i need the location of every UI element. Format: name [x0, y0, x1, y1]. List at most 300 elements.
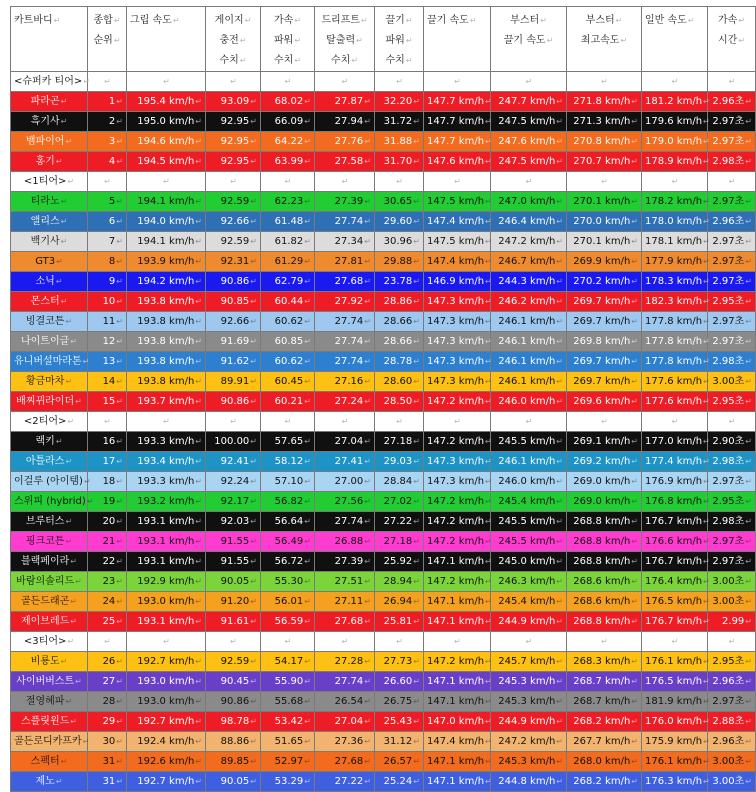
paragraph-mark-icon: ↵ — [556, 317, 563, 326]
cell-text: 247.2 km/h — [498, 736, 556, 747]
cell-drag-speed — [424, 732, 491, 752]
paragraph-mark-icon: ↵ — [703, 697, 710, 706]
cell-boost-max — [567, 532, 642, 552]
paragraph-mark-icon: ↵ — [485, 577, 492, 586]
cell-boost-drag — [491, 292, 567, 312]
paragraph-mark-icon: ↵ — [116, 737, 123, 746]
empty-cell — [261, 412, 315, 432]
cell-name — [11, 572, 88, 592]
paragraph-mark-icon: ↵ — [745, 117, 752, 126]
cell-drift — [315, 712, 375, 732]
cell-text: 270.8 km/h — [573, 136, 631, 147]
cell-normal — [642, 732, 708, 752]
cell-normal — [642, 112, 708, 132]
cell-accel — [261, 392, 315, 412]
paragraph-mark-icon: ↵ — [745, 657, 752, 666]
paragraph-mark-icon: ↵ — [104, 417, 111, 426]
cell-drag — [375, 192, 424, 212]
table-row — [11, 452, 756, 472]
cell-text: 27.51 — [334, 576, 364, 587]
table-row — [11, 692, 756, 712]
paragraph-mark-icon: ↵ — [631, 497, 638, 506]
cell-text: 92.59 — [220, 236, 250, 247]
cell-boost-max — [567, 772, 642, 792]
paragraph-mark-icon: ↵ — [304, 377, 311, 386]
cell-time — [708, 152, 756, 172]
table-body — [11, 72, 756, 792]
table-row — [11, 152, 756, 172]
cell-time — [708, 712, 756, 732]
cell-text: 192.7 km/h — [137, 716, 195, 727]
cell-boost-drag — [491, 472, 567, 492]
paragraph-mark-icon: ↵ — [631, 657, 638, 666]
cell-text: 비룡도 — [30, 656, 60, 667]
paragraph-mark-icon: ↵ — [525, 417, 533, 426]
paragraph-mark-icon: ↵ — [413, 597, 420, 606]
cell-text: 62.79 — [274, 276, 304, 287]
table-row — [11, 572, 756, 592]
cell-text: 92.66 — [220, 216, 250, 227]
paragraph-mark-icon: ↵ — [413, 757, 420, 766]
paragraph-mark-icon: ↵ — [304, 217, 311, 226]
cell-drag — [375, 312, 424, 332]
paragraph-mark-icon: ↵ — [116, 437, 123, 446]
cell-boost-drag — [491, 672, 567, 692]
paragraph-mark-icon: ↵ — [304, 197, 311, 206]
empty-cell — [491, 172, 567, 192]
cell-text: 246.4 km/h — [498, 216, 556, 227]
cell-text: 176.7 km/h — [645, 616, 703, 627]
cell-text: 3 — [108, 136, 116, 147]
empty-cell — [424, 72, 491, 92]
cell-drag — [375, 352, 424, 372]
cell-text: 2.97초 — [712, 476, 745, 487]
cell-text: 27.24 — [334, 396, 364, 407]
cell-text: 147.5 km/h — [427, 236, 485, 247]
cell-accel — [261, 112, 315, 132]
empty-cell — [567, 632, 642, 652]
paragraph-mark-icon: ↵ — [304, 657, 311, 666]
cell-text: 98.78 — [220, 716, 250, 727]
paragraph-mark-icon: ↵ — [556, 617, 563, 626]
cell-text: 54.17 — [274, 656, 304, 667]
cell-accel — [261, 352, 315, 372]
cell-name — [11, 692, 88, 712]
paragraph-mark-icon: ↵ — [116, 457, 123, 466]
paragraph-mark-icon: ↵ — [304, 497, 311, 506]
paragraph-mark-icon: ↵ — [60, 97, 68, 106]
empty-cell — [206, 72, 261, 92]
cell-text: 브루터스 — [25, 516, 65, 527]
cell-text: 51.65 — [274, 736, 304, 747]
paragraph-mark-icon: ↵ — [631, 317, 638, 326]
cell-text: 20 — [102, 516, 116, 527]
cell-grip — [127, 712, 206, 732]
cell-boost-drag — [491, 312, 567, 332]
cell-text: 193.8 km/h — [137, 376, 195, 387]
cell-rank — [88, 132, 127, 152]
paragraph-mark-icon: ↵ — [745, 697, 752, 706]
cell-text: 27.22 — [383, 516, 413, 527]
cell-drag — [375, 132, 424, 152]
cell-drag — [375, 152, 424, 172]
cell-drift — [315, 92, 375, 112]
paragraph-mark-icon: ↵ — [703, 197, 710, 206]
cell-text: 61.29 — [274, 256, 304, 267]
paragraph-mark-icon: ↵ — [195, 317, 202, 326]
paragraph-mark-icon: ↵ — [687, 16, 695, 25]
paragraph-mark-icon: ↵ — [745, 337, 752, 346]
cell-text: 90.45 — [220, 676, 250, 687]
cell-grip — [127, 272, 206, 292]
cell-text: 2.97초 — [712, 336, 745, 347]
paragraph-mark-icon: ↵ — [485, 717, 492, 726]
cell-drag — [375, 732, 424, 752]
cell-drag-speed — [424, 372, 491, 392]
paragraph-mark-icon: ↵ — [116, 757, 123, 766]
cell-text: 182.3 km/h — [645, 296, 703, 307]
cell-text: 68.02 — [274, 96, 304, 107]
cell-time — [708, 212, 756, 232]
cell-drift — [315, 312, 375, 332]
paragraph-mark-icon: ↵ — [250, 577, 257, 586]
cell-text: 245.4 km/h — [498, 596, 556, 607]
table-row — [11, 672, 756, 692]
cell-gauge — [206, 772, 261, 792]
cell-rank — [88, 552, 127, 572]
cell-drift — [315, 512, 375, 532]
paragraph-mark-icon: ↵ — [556, 197, 563, 206]
paragraph-mark-icon: ↵ — [195, 277, 202, 286]
cell-gauge — [206, 552, 261, 572]
cell-drift — [315, 112, 375, 132]
cell-text: 5 — [108, 196, 116, 207]
cell-rank — [88, 652, 127, 672]
paragraph-mark-icon: ↵ — [485, 157, 492, 166]
cell-drag — [375, 232, 424, 252]
paragraph-mark-icon: ↵ — [485, 337, 492, 346]
cell-text: 60.62 — [274, 316, 304, 327]
cell-rank — [88, 512, 127, 532]
cell-drift — [315, 212, 375, 232]
paragraph-mark-icon: ↵ — [364, 517, 371, 526]
cell-gauge — [206, 332, 261, 352]
table-row — [11, 272, 756, 292]
cell-text: 147.1 km/h — [427, 776, 485, 787]
cell-rank — [88, 212, 127, 232]
cell-accel — [261, 272, 315, 292]
paragraph-mark-icon: ↵ — [116, 677, 123, 686]
column-header-line: 그립 속도↵ — [130, 15, 180, 26]
cell-text: 92.95 — [220, 116, 250, 127]
cell-drift — [315, 452, 375, 472]
paragraph-mark-icon: ↵ — [745, 277, 752, 286]
paragraph-mark-icon: ↵ — [454, 417, 461, 426]
cell-text: 146.9 km/h — [427, 276, 485, 287]
cell-text: 181.2 km/h — [645, 96, 703, 107]
paragraph-mark-icon: ↵ — [745, 777, 752, 786]
cell-boost-max — [567, 572, 642, 592]
paragraph-mark-icon: ↵ — [556, 277, 563, 286]
cell-boost-drag — [491, 152, 567, 172]
paragraph-mark-icon: ↵ — [195, 197, 202, 206]
cell-text: 245.5 km/h — [498, 536, 556, 547]
cell-text: 176.4 km/h — [645, 576, 703, 587]
cell-text: 147.7 km/h — [427, 96, 485, 107]
paragraph-mark-icon: ↵ — [556, 117, 563, 126]
cell-text: 192.7 km/h — [137, 776, 195, 787]
paragraph-mark-icon: ↵ — [341, 77, 349, 86]
paragraph-mark-icon: ↵ — [172, 16, 180, 25]
paragraph-mark-icon: ↵ — [250, 657, 257, 666]
cell-text: 193.2 km/h — [137, 496, 195, 507]
paragraph-mark-icon: ↵ — [195, 757, 202, 766]
cell-rank — [88, 292, 127, 312]
paragraph-mark-icon: ↵ — [116, 697, 123, 706]
cell-accel — [261, 492, 315, 512]
cell-text: 56.82 — [274, 496, 304, 507]
paragraph-mark-icon: ↵ — [454, 637, 461, 646]
paragraph-mark-icon: ↵ — [745, 457, 752, 466]
cell-boost-max — [567, 552, 642, 572]
paragraph-mark-icon: ↵ — [364, 197, 371, 206]
paragraph-mark-icon: ↵ — [195, 777, 202, 786]
cell-text: 147.2 km/h — [427, 516, 485, 527]
cell-text: 92.95 — [220, 156, 250, 167]
cell-drift — [315, 532, 375, 552]
paragraph-mark-icon: ↵ — [364, 557, 371, 566]
cell-text: 26.54 — [334, 696, 364, 707]
paragraph-mark-icon: ↵ — [556, 477, 563, 486]
cell-gauge — [206, 692, 261, 712]
cell-grip — [127, 152, 206, 172]
cell-text: 31 — [102, 776, 116, 787]
cell-name — [11, 212, 88, 232]
cell-text: GT3 — [35, 256, 56, 267]
paragraph-mark-icon: ↵ — [546, 36, 554, 45]
cell-normal — [642, 272, 708, 292]
cell-grip — [127, 392, 206, 412]
cell-boost-max — [567, 732, 642, 752]
paragraph-mark-icon: ↵ — [413, 657, 420, 666]
paragraph-mark-icon: ↵ — [485, 97, 492, 106]
cell-text: 147.5 km/h — [427, 196, 485, 207]
cell-rank — [88, 432, 127, 452]
cell-text: 176.1 km/h — [645, 756, 703, 767]
paragraph-mark-icon: ↵ — [631, 557, 638, 566]
cell-accel — [261, 512, 315, 532]
paragraph-mark-icon: ↵ — [351, 56, 359, 65]
cell-drag-speed — [424, 92, 491, 112]
cell-accel — [261, 192, 315, 212]
paragraph-mark-icon: ↵ — [195, 717, 202, 726]
cell-text: 178.1 km/h — [645, 236, 703, 247]
column-header-line: 부스터↵ — [510, 15, 547, 26]
cell-drag — [375, 392, 424, 412]
cell-text: 63.99 — [274, 156, 304, 167]
paragraph-mark-icon: ↵ — [631, 677, 638, 686]
cell-name — [11, 532, 88, 552]
cell-normal — [642, 452, 708, 472]
cell-text: 91.61 — [220, 616, 250, 627]
cell-accel — [261, 572, 315, 592]
cell-grip — [127, 372, 206, 392]
paragraph-mark-icon: ↵ — [745, 357, 752, 366]
cell-time — [708, 292, 756, 312]
cell-text: 246.0 km/h — [498, 476, 556, 487]
paragraph-mark-icon: ↵ — [163, 417, 170, 426]
cell-text: 147.7 km/h — [427, 116, 485, 127]
cell-gauge — [206, 152, 261, 172]
paragraph-mark-icon: ↵ — [745, 397, 752, 406]
paragraph-mark-icon: ↵ — [703, 737, 710, 746]
cell-text: 244.3 km/h — [498, 276, 556, 287]
paragraph-mark-icon: ↵ — [364, 537, 371, 546]
paragraph-mark-icon: ↵ — [304, 737, 311, 746]
paragraph-mark-icon: ↵ — [556, 397, 563, 406]
cell-text: 61.82 — [274, 236, 304, 247]
cell-text: 92.17 — [220, 496, 250, 507]
cell-time — [708, 392, 756, 412]
cell-text: 270.0 km/h — [573, 216, 631, 227]
paragraph-mark-icon: ↵ — [250, 737, 257, 746]
paragraph-mark-icon: ↵ — [413, 437, 420, 446]
cell-text: 92.41 — [220, 456, 250, 467]
cell-text: 26 — [102, 656, 116, 667]
cell-name — [11, 652, 88, 672]
cell-rank — [88, 312, 127, 332]
cell-text: 89.91 — [220, 376, 250, 387]
cell-normal — [642, 492, 708, 512]
paragraph-mark-icon: ↵ — [631, 737, 638, 746]
cell-text: 27.39 — [334, 196, 364, 207]
paragraph-mark-icon: ↵ — [413, 317, 420, 326]
paragraph-mark-icon: ↵ — [601, 637, 608, 646]
cell-text: 53.29 — [274, 776, 304, 787]
cell-grip — [127, 112, 206, 132]
cell-grip — [127, 332, 206, 352]
cell-boost-max — [567, 492, 642, 512]
paragraph-mark-icon: ↵ — [703, 597, 710, 606]
cell-text: 246.1 km/h — [498, 336, 556, 347]
empty-cell — [127, 412, 206, 432]
cell-grip — [127, 472, 206, 492]
cell-rank — [88, 772, 127, 792]
paragraph-mark-icon: ↵ — [525, 637, 533, 646]
paragraph-mark-icon: ↵ — [116, 777, 123, 786]
paragraph-mark-icon: ↵ — [703, 717, 710, 726]
tier-label: <2티어>↵ — [11, 412, 88, 432]
paragraph-mark-icon: ↵ — [364, 777, 371, 786]
cell-text: 8 — [108, 256, 116, 267]
cell-text: 2.95초 — [712, 656, 745, 667]
cell-text: 3.00초 — [712, 576, 745, 587]
paragraph-mark-icon: ↵ — [413, 197, 420, 206]
cell-boost-max — [567, 472, 642, 492]
paragraph-mark-icon: ↵ — [195, 557, 202, 566]
paragraph-mark-icon: ↵ — [745, 97, 752, 106]
cell-text: 176.6 km/h — [645, 536, 703, 547]
cell-drag — [375, 592, 424, 612]
cell-time — [708, 192, 756, 212]
paragraph-mark-icon: ↵ — [53, 16, 61, 25]
table-row — [11, 212, 756, 232]
cell-drift — [315, 492, 375, 512]
cell-boost-max — [567, 192, 642, 212]
paragraph-mark-icon: ↵ — [631, 577, 638, 586]
paragraph-mark-icon: ↵ — [55, 157, 63, 166]
cell-name — [11, 552, 88, 572]
cell-text: 244.8 km/h — [498, 776, 556, 787]
cell-text: 176.0 km/h — [645, 716, 703, 727]
paragraph-mark-icon: ↵ — [556, 357, 563, 366]
cell-text: 60.44 — [274, 296, 304, 307]
cell-time — [708, 612, 756, 632]
cell-gauge — [206, 232, 261, 252]
cell-text: 아틀라스 — [25, 456, 65, 467]
cell-drag — [375, 532, 424, 552]
paragraph-mark-icon: ↵ — [304, 437, 311, 446]
column-header-line: 부스터↵ — [585, 15, 623, 26]
cell-text: 13 — [102, 356, 116, 367]
column-header — [491, 7, 567, 72]
column-header-line: 수치↵ — [219, 55, 247, 66]
paragraph-mark-icon: ↵ — [738, 36, 746, 45]
table-row — [11, 392, 756, 412]
paragraph-mark-icon: ↵ — [364, 357, 371, 366]
cell-text: 147.7 km/h — [427, 136, 485, 147]
paragraph-mark-icon: ↵ — [485, 197, 492, 206]
cell-text: 268.8 km/h — [573, 556, 631, 567]
paragraph-mark-icon: ↵ — [631, 437, 638, 446]
cell-rank — [88, 712, 127, 732]
paragraph-mark-icon: ↵ — [703, 137, 710, 146]
cell-text: 52.97 — [274, 756, 304, 767]
cell-text: 245.5 km/h — [498, 516, 556, 527]
cell-drag — [375, 492, 424, 512]
cell-rank — [88, 572, 127, 592]
cell-grip — [127, 692, 206, 712]
cell-drift — [315, 272, 375, 292]
cell-name — [11, 292, 88, 312]
cell-grip — [127, 492, 206, 512]
cell-text: 55.30 — [274, 576, 304, 587]
paragraph-mark-icon: ↵ — [55, 777, 63, 786]
paragraph-mark-icon: ↵ — [304, 297, 311, 306]
cell-normal — [642, 292, 708, 312]
paragraph-mark-icon: ↵ — [631, 297, 638, 306]
cell-normal — [642, 212, 708, 232]
cell-time — [708, 312, 756, 332]
paragraph-mark-icon: ↵ — [250, 257, 257, 266]
cell-boost-drag — [491, 572, 567, 592]
cell-text: 16 — [102, 436, 116, 447]
paragraph-mark-icon: ↵ — [745, 137, 752, 146]
cell-drag-speed — [424, 232, 491, 252]
paragraph-mark-icon: ↵ — [485, 777, 492, 786]
cell-text: 27.39 — [334, 556, 364, 567]
cell-boost-drag — [491, 652, 567, 672]
paragraph-mark-icon: ↵ — [703, 397, 710, 406]
paragraph-mark-icon: ↵ — [525, 77, 533, 86]
empty-cell — [424, 412, 491, 432]
paragraph-mark-icon: ↵ — [631, 257, 638, 266]
cell-text: 90.05 — [220, 776, 250, 787]
cell-rank — [88, 732, 127, 752]
cell-gauge — [206, 752, 261, 772]
cell-normal — [642, 152, 708, 172]
cell-text: 2.90초 — [712, 436, 745, 447]
